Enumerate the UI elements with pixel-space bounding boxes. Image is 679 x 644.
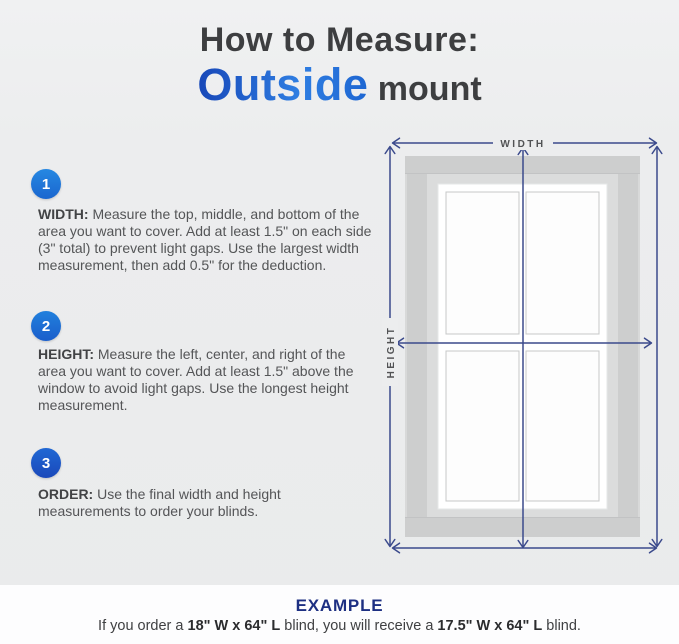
window-pane-bottom-right [526, 351, 599, 501]
window-pane-top-left [446, 192, 519, 334]
example-order-size: 18" W x 64" L [187, 618, 281, 634]
title-line1: How to Measure: [199, 21, 480, 59]
step-1-label: WIDTH: [38, 206, 89, 222]
example-prefix: If you order a [98, 618, 188, 634]
width-label: WIDTH [500, 139, 546, 150]
example-sentence [0, 618, 679, 634]
step-1-badge: 1 [31, 169, 61, 199]
window-pane-bottom-left [446, 351, 519, 501]
example-footer [0, 585, 679, 644]
window-pane-top-right [526, 192, 599, 334]
title-suffix: mount [368, 69, 482, 108]
window-right-jamb [618, 174, 638, 520]
step-2-body: Measure the left, center, and right of the area you want to cover. Add at least 1.5" above the window to avoid light gaps. Use the longest height measurement. [38, 346, 354, 413]
example-heading: EXAMPLE [295, 596, 384, 615]
step-3-label: ORDER: [38, 486, 94, 502]
step-1-body: Measure the top, middle, and bottom of the area you want to cover. Add at least 1.5" on each side (3" total) to prevent light gaps. Use the largest width measurement, then add 0.5" for the deduction. [38, 206, 372, 273]
step-2-label: HEIGHT: [38, 346, 94, 362]
window-left-jamb [407, 174, 427, 520]
step-3-body: Use the final width and height measurements to order your blinds. [38, 486, 281, 519]
step-2-badge: 2 [31, 311, 61, 341]
title-accent: Outside [197, 58, 369, 110]
example-receive-size: 17.5" W x 64" L [437, 618, 543, 634]
height-label: HEIGHT [386, 325, 397, 379]
example-middle: blind, you will receive a [280, 618, 438, 634]
example-suffix: blind. [542, 618, 581, 634]
step-3-badge: 3 [31, 448, 61, 478]
